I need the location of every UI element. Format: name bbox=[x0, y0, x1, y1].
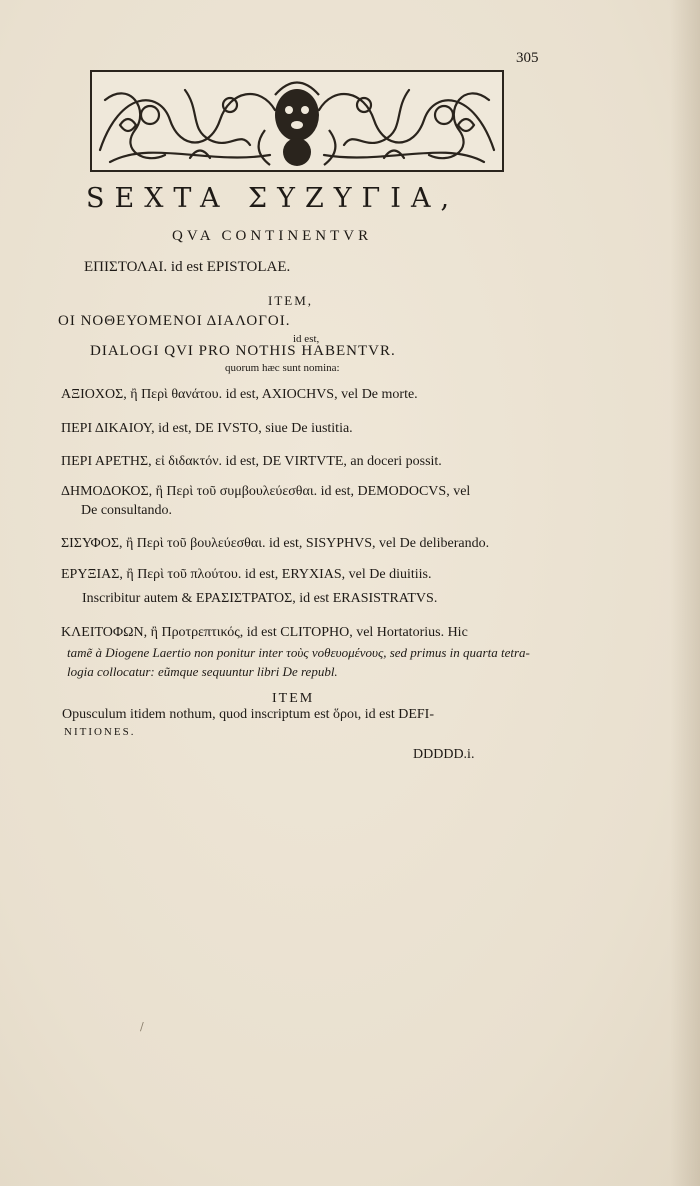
ornamental-headpiece bbox=[90, 70, 504, 172]
dialogi-heading: DIALOGI QVI PRO NOTHIS HABENTVR. bbox=[90, 343, 396, 359]
greek-dialogues-heading: ΟΙ ΝΟΘΕΥΟΜΕΝΟΙ ΔΙΑΛΟΓΟΙ. bbox=[58, 313, 291, 329]
item-heading: ITEM, bbox=[268, 293, 314, 308]
entry-axiochus: ΑΞΙΟΧΟΣ, ἢ Περὶ θανάτου. id est, AXIOCHVS, vel De morte. bbox=[61, 387, 418, 402]
quorum-line: quorum hæc sunt nomina: bbox=[225, 362, 340, 374]
entry-de-virtute: ΠΕΡΙ ΑΡΕΤΗΣ, εἰ διδακτόν. id est, DE VIRTVTE, an doceri possit. bbox=[61, 454, 442, 469]
entry-clitopho: ΚΛΕΙΤΟΦΩΝ, ἢ Προτρεπτικός, id est CLITOPHO, vel Hortatorius. Hic bbox=[61, 625, 468, 640]
entry-demodocus: ΔΗΜΟΔΟΚΟΣ, ἢ Περὶ τοῦ συμβουλεύεσθαι. id est, DEMODOCVS, vel bbox=[61, 484, 471, 499]
section-subtitle: QVA CONTINENTVR bbox=[172, 228, 373, 244]
definitiones-line: NITIONES. bbox=[64, 726, 136, 738]
stray-mark: / bbox=[140, 1020, 144, 1033]
page-number: 305 bbox=[516, 50, 539, 66]
entry-de-iusto: ΠΕΡΙ ΔΙΚΑΙΟΥ, id est, DE IVSTO, siue De iustitia. bbox=[61, 421, 353, 436]
id-est-label: id est, bbox=[293, 333, 320, 345]
entry-clitopho-note-2: logia collocatur: eũmque sequuntur libri De republ. bbox=[67, 664, 338, 679]
epistolae-heading: ΕΠΙΣΤΟΛΑΙ. id est EPISTOLAE. bbox=[84, 259, 291, 275]
item-heading-2: ITEM bbox=[272, 691, 315, 706]
entry-sisyphus: ΣΙΣΥΦΟΣ, ἢ Περὶ τοῦ βουλεύεσθαι. id est, SISYPHVS, vel De deliberando. bbox=[61, 536, 490, 551]
entry-clitopho-note-1: tamẽ à Diogene Laertio non ponitur inter τοὺς νοθευομένους, sed primus in quarta tetra- bbox=[67, 645, 530, 660]
opusculum-line: Opusculum itidem nothum, quod inscriptum est ὅροι, id est DEFI- bbox=[62, 707, 435, 722]
section-title: SEXTA ΣΥΖΥΓΙΑ, bbox=[86, 183, 460, 214]
entry-demodocus-continued: De consultando. bbox=[81, 503, 172, 518]
signature-mark: DDDDD.i. bbox=[413, 747, 475, 762]
entry-eryxias-note: Inscribitur autem & ΕΡΑΣΙΣΤΡΑΤΟΣ, id est ERASISTRATVS. bbox=[82, 591, 438, 606]
entry-eryxias: ΕΡΥΞΙΑΣ, ἢ Περὶ τοῦ πλούτου. id est, ERYXIAS, vel De diuitiis. bbox=[61, 567, 432, 582]
